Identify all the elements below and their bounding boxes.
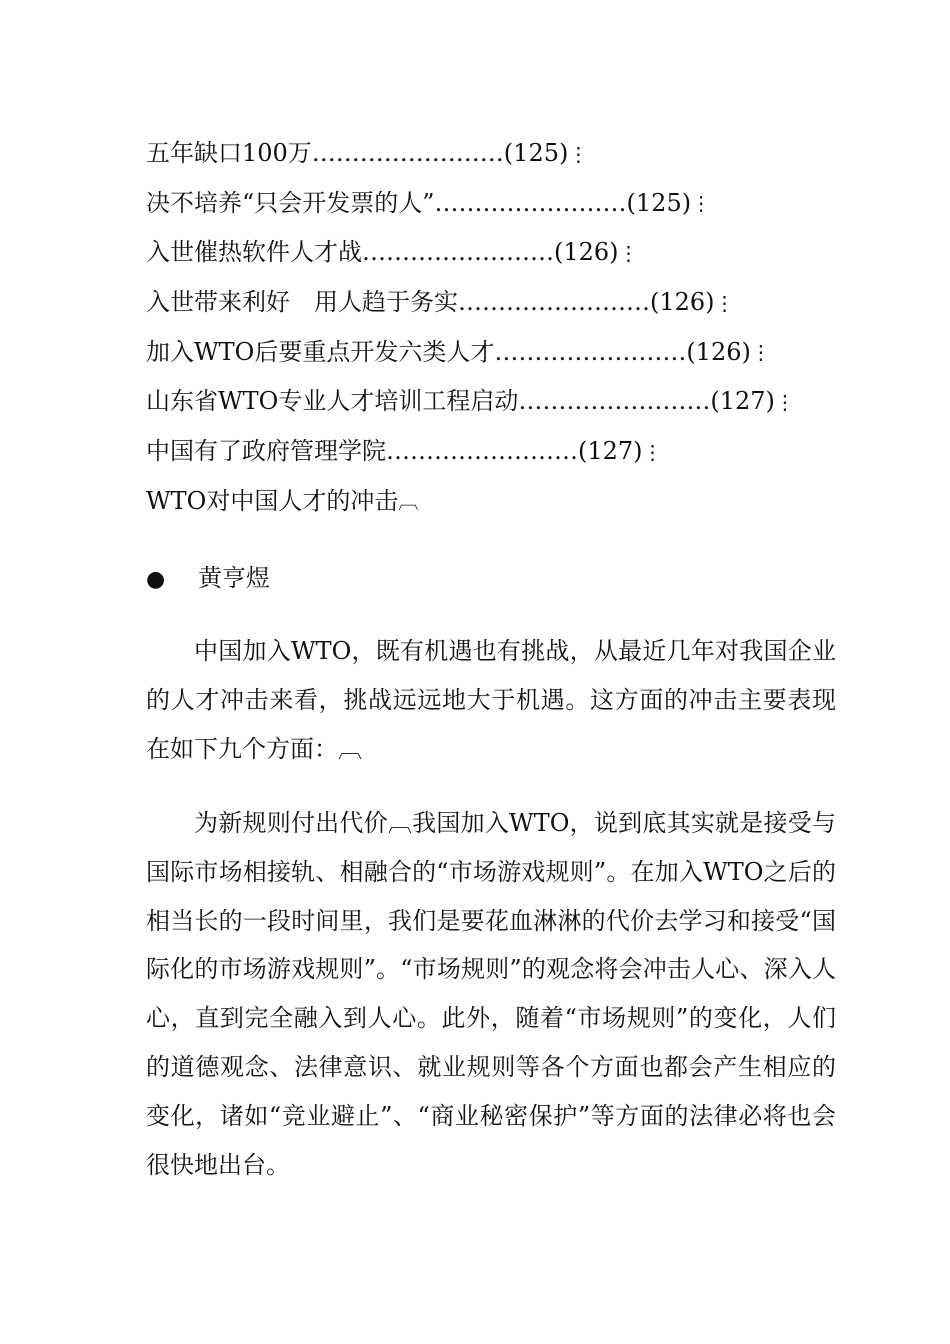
body-paragraph: 为新规则付出代价︹我国加入WTO，说到底其实就是接受与国际市场相接轨、相融合的“市场游戏规则”。在加入WTO之后的相当长的一段时间里，我们是要花血淋淋的代价去学习和接受“国际化的市场游戏规则”。“市场规则”的观念将会冲击人心、深入人心，直到完全融入到人心。此外，随着“市场规则”的变化，人们的道德观念、法律意识、就业规则等各个方面也都会产生相应的变化，诸如“竞业避止”、“商业秘密保护”等方面的法律必将也会很快地出台。 (146, 809, 836, 1179)
body-paragraph: 中国加入WTO，既有机遇也有挑战，从最近几年对我国企业的人才冲击来看，挑战远远地大于机遇。这方面的冲击主要表现在如下九个方面：︹ (146, 637, 836, 763)
toc-mark-icon: ⋮ (568, 141, 589, 166)
section-title (146, 477, 866, 527)
toc-entry (146, 179, 866, 229)
bullet-icon: ● (146, 567, 166, 592)
toc-entry (146, 427, 866, 477)
bracket-mark-icon: ︹ (398, 489, 419, 514)
toc-mark-icon: ⋮ (691, 191, 712, 216)
toc-entry (146, 278, 866, 328)
toc-entry-text: 五年缺口100万……………………(125) (146, 139, 569, 167)
toc-entry (146, 377, 866, 427)
author-line (146, 556, 270, 600)
toc-mark-icon: ⋮ (714, 290, 735, 315)
toc-entry-text: 入世催热软件人才战……………………(126) (146, 238, 619, 267)
toc-entry-text: 山东省WTO专业人才培训工程启动……………………(127) (146, 387, 775, 416)
section-title-text: WTO对中国人才的冲击 (146, 486, 399, 515)
author-name: 黄亨煜 (198, 564, 270, 592)
table-of-contents (146, 129, 866, 527)
toc-entry (146, 228, 866, 278)
toc-entry-text: 中国有了政府管理学院……………………(127) (146, 437, 643, 466)
toc-mark-icon: ⋮ (774, 390, 795, 415)
toc-mark-icon: ⋮ (618, 241, 639, 266)
toc-entry (146, 129, 866, 179)
toc-entry-text: 决不培养“只会开发票的人”……………………(125) (146, 188, 692, 217)
toc-mark-icon: ⋮ (642, 439, 663, 464)
toc-entry-text: 入世带来利好 用人趋于务实……………………(126) (146, 288, 715, 317)
toc-entry-text: 加入WTO后要重点开发六类人才……………………(126) (146, 337, 751, 366)
toc-entry (146, 328, 866, 378)
toc-mark-icon: ⋮ (750, 340, 771, 365)
